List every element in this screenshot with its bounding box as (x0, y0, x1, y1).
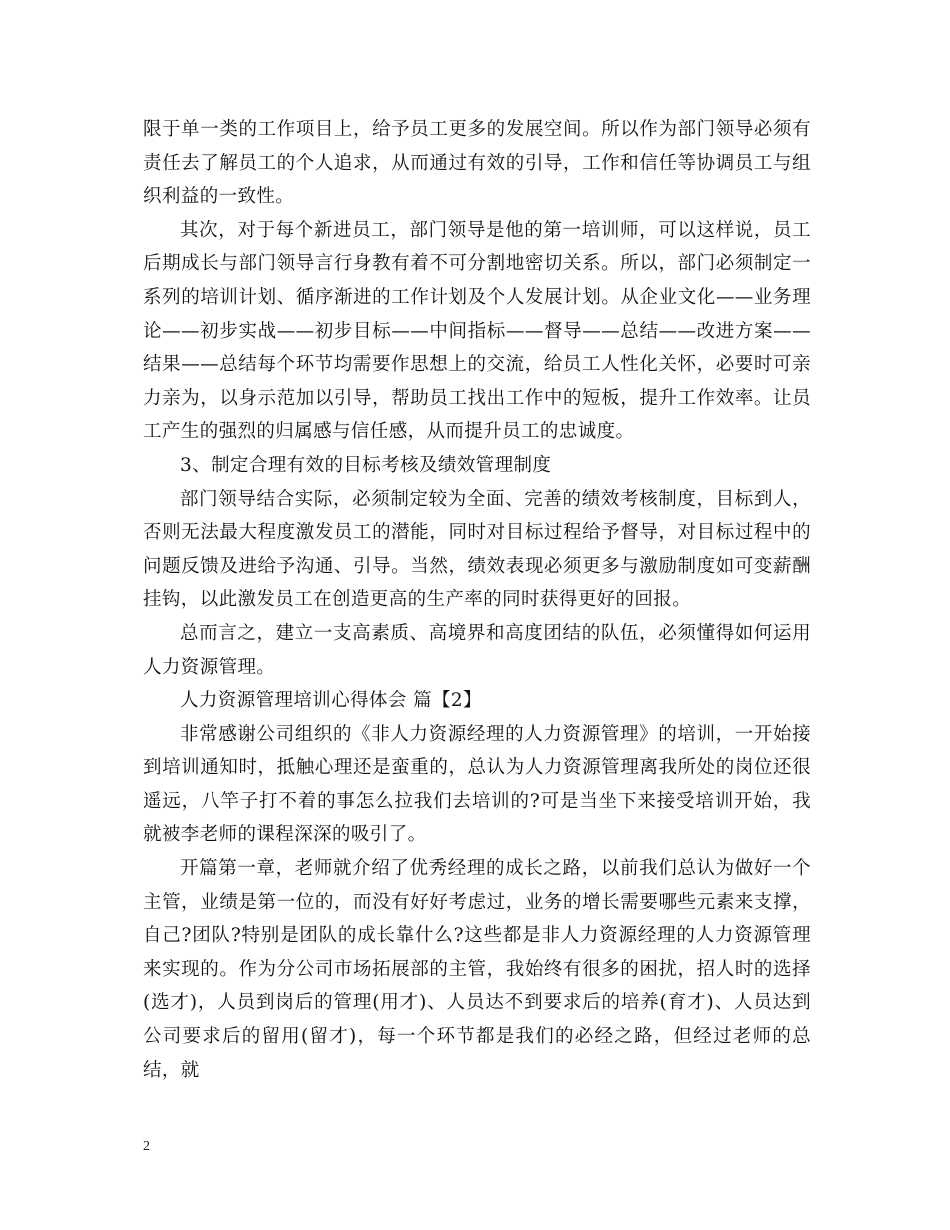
paragraph-8: 开篇第一章，老师就介绍了优秀经理的成长之路，以前我们总认为做好一个主管，业绩是第一位的，而没有好好考虑过，业务的增长需要哪些元素来支撑，自己?团队?特别是团队的成长靠什么?这些都是非人力资源经理的人力资源管理来实现的。作为分公司市场拓展部的主管，我始终有很多的困扰，招人时的选择(选才)，人员到岗后的管理(用才)、人员达不到要求后的培养(育才)、人员达到公司要求后的留用(留才)，每一个环节都是我们的必经之路，但经过老师的总结，就 (143, 858, 811, 1081)
page-number: 2 (143, 1139, 150, 1154)
paragraph-2: 其次，对于每个新进员工，部门领导是他的第一培训师，可以这样说，员工后期成长与部门领导言行身教有着不可分割地密切关系。所以，部门必须制定一系列的培训计划、循序渐进的工作计划及个人发展计划。从企业文化——业务理论——初步实战——初步目标——中间指标——督导——总结——改进方案——结果——总结每个环节均需要作思想上的交流，给员工人性化关怀，必要时可亲力亲为，以身示范加以引导，帮助员工找出工作中的短板，提升工作效率。让员工产生的强烈的归属感与信任感，从而提升员工的忠诚度。 (143, 219, 811, 443)
article-title-2: 人力资源管理培训心得体会 篇【2】 (180, 690, 482, 712)
paragraph-1: 限于单一类的工作项目上，给予员工更多的发展空间。所以作为部门领导必须有责任去了解员工的个人追求，从而通过有效的引导，工作和信任等协调员工与组织利益的一致性。 (143, 119, 811, 208)
paragraph-4: 部门领导结合实际，必须制定较为全面、完善的绩效考核制度，目标到人，否则无法最大程度激发员工的潜能，同时对目标过程给予督导，对目标过程中的问题反馈及进给予沟通、引导。当然，绩效表现必须更多与激励制度如可变薪酬挂钩，以此激发员工在创造更高的生产率的同时获得更好的回报。 (143, 488, 811, 611)
paragraph-7: 非常感谢公司组织的《非人力资源经理的人力资源管理》的培训，一开始接到培训通知时，抵触心理还是蛮重的，总认为人力资源管理离我所处的岗位还很遥远，八竿子打不着的事怎么拉我们去培训的?可是当坐下来接受培训开始，我就被李老师的课程深深的吸引了。 (143, 723, 811, 846)
paragraph-5: 总而言之，建立一支高素质、高境界和高度团结的队伍，必须懂得如何运用人力资源管理。 (143, 622, 811, 678)
section-heading-3: 3、制定合理有效的目标考核及绩效管理制度 (180, 454, 552, 476)
document-body (143, 113, 811, 1087)
